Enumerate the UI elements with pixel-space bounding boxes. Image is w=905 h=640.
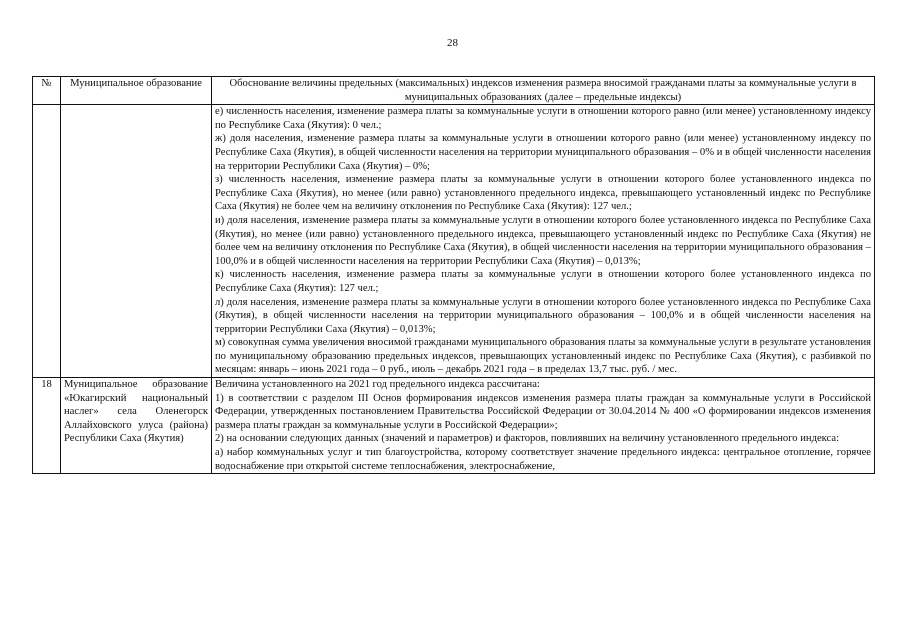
- paragraph-zh: ж) доля населения, изменение размера платы за коммунальные услуги в отношении которого равно (или менее) установленному индексу по Республике Саха (Якутия), в общей численности населения на территории муниципального образования – 0% и в общей численности населения на территории Республики Саха (Якутия) – 0%;: [215, 133, 871, 172]
- paragraph-i: и) доля населения, изменение размера платы за коммунальные услуги в отношении которого более установленного индекса по Республике Саха (Якутия), но менее (или равно) установленного предельного индекса, превышающего установленный индекс по Республике Саха (Якутия) не более чем на величину отклонения по Республике Саха (Якутия), в общей численности населения на территории муниципального образования – 100,0% и в общей численности населения на территории Республики Саха (Якутия) – 0,013%;: [215, 214, 871, 267]
- page-number: 28: [447, 37, 458, 49]
- header-number: №: [33, 77, 61, 105]
- paragraph-1: 1) в соответствии с разделом III Основ формирования индексов изменения размера платы граждан за коммунальные услуги в Российской Федерации, утвержденных постановлением Правительства Российской Федерации от 30.04.2014 № 400 «О формировании индексов изменения размера платы граждан за коммунальные услуги в Российской Федерации»;: [215, 392, 871, 431]
- paragraph-intro: Величина установленного на 2021 год предельного индекса рассчитана:: [215, 379, 540, 391]
- header-justification: Обоснование величины предельных (максимальных) индексов изменения размера вносимой гражданами платы за коммунальные услуги в муниципальных образованиях (далее – предельные индексы): [212, 77, 875, 105]
- justification-cell: [212, 378, 875, 474]
- municipality-cell: Муниципальное образование «Юкагирский национальный наслег» села Оленегорск Аллайховского улуса (района) Республики Саха (Якутия): [61, 378, 212, 474]
- row-number-cell: [33, 105, 61, 378]
- paragraph-l: л) доля населения, изменение размера платы за коммунальные услуги в отношении которого более установленного индекса по Республике Саха (Якутия), в общей численности населения на территории муниципального образования – 100,0% и в общей численности населения на территории Республики Саха (Якутия) – 0,013%;: [215, 296, 871, 335]
- paragraph-e: е) численность населения, изменение размера платы за коммунальные услуги в отношении которого равно (или менее) установленному индексу по Республике Саха (Якутия): 0 чел.;: [215, 106, 871, 131]
- tariff-index-table: [32, 76, 875, 474]
- paragraph-a: а) набор коммунальных услуг и тип благоустройства, которому соответствует значение предельного индекса: центральное отопление, горячее водоснабжение при открытой системе теплоснабжения, электроснабжение,: [215, 447, 871, 472]
- table-row-continued: [33, 105, 875, 378]
- header-municipality: Муниципальное образование: [61, 77, 212, 105]
- table-header-row: [33, 77, 875, 105]
- row-number-cell: 18: [33, 378, 61, 474]
- paragraph-2: 2) на основании следующих данных (значений и параметров) и факторов, повлиявших на величину установленного предельного индекса:: [215, 433, 840, 445]
- paragraph-k: к) численность населения, изменение размера платы за коммунальные услуги в отношении которого более установленного индекса по Республике Саха (Якутия): 127 чел.;: [215, 269, 871, 294]
- paragraph-z: з) численность населения, изменение размера платы за коммунальные услуги в отношении которого более установленного индекса по Республике Саха (Якутия), но менее (или равно) установленного предельного индекса, превышающего установленный индекс по Республике Саха (Якутия) не более чем на величину отклонения по Республике Саха (Якутия): 127 чел.;: [215, 174, 871, 213]
- municipality-cell: [61, 105, 212, 378]
- paragraph-m: м) совокупная сумма увеличения вносимой гражданами муниципального образования платы за коммунальные услуги в результате установления по муниципальному образованию предельных индексов, превышающих установленный индекс по Республике Саха (Якутия), с разбивкой по месяцам: январь – июнь 2021 года – 0 руб., июль – декабрь 2021 года – в пределах 13,7 тыс. руб. / мес.: [215, 337, 871, 376]
- table-row-18: [33, 378, 875, 474]
- justification-cell: [212, 105, 875, 378]
